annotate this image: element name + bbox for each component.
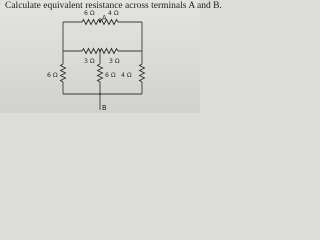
resistor-top-left-label: 6 Ω: [84, 10, 95, 17]
resistor-mid-right: [100, 49, 118, 54]
resistor-top-left: [82, 20, 100, 25]
resistor-vert-center-label: 6 Ω: [105, 72, 116, 79]
terminal-a-label: A: [102, 14, 107, 22]
resistor-mid-left-label: 3 Ω: [84, 58, 95, 65]
resistor-vert-left: [61, 64, 66, 82]
circuit-diagram: [0, 0, 200, 113]
resistor-mid-right-label: 3 Ω: [109, 58, 120, 65]
question-text: Calculate equivalent resistance across terminals A and B.: [5, 1, 222, 11]
resistor-vert-right: [140, 64, 145, 82]
resistor-vert-center: [98, 64, 103, 82]
resistor-vert-right-label: 4 Ω: [121, 72, 132, 79]
resistor-mid-left: [82, 49, 100, 54]
resistor-top-right-label: 4 Ω: [108, 10, 119, 17]
resistor-vert-left-label: 6 Ω: [47, 72, 58, 79]
screenshot: [0, 0, 222, 113]
terminal-b-label: B: [102, 104, 107, 112]
